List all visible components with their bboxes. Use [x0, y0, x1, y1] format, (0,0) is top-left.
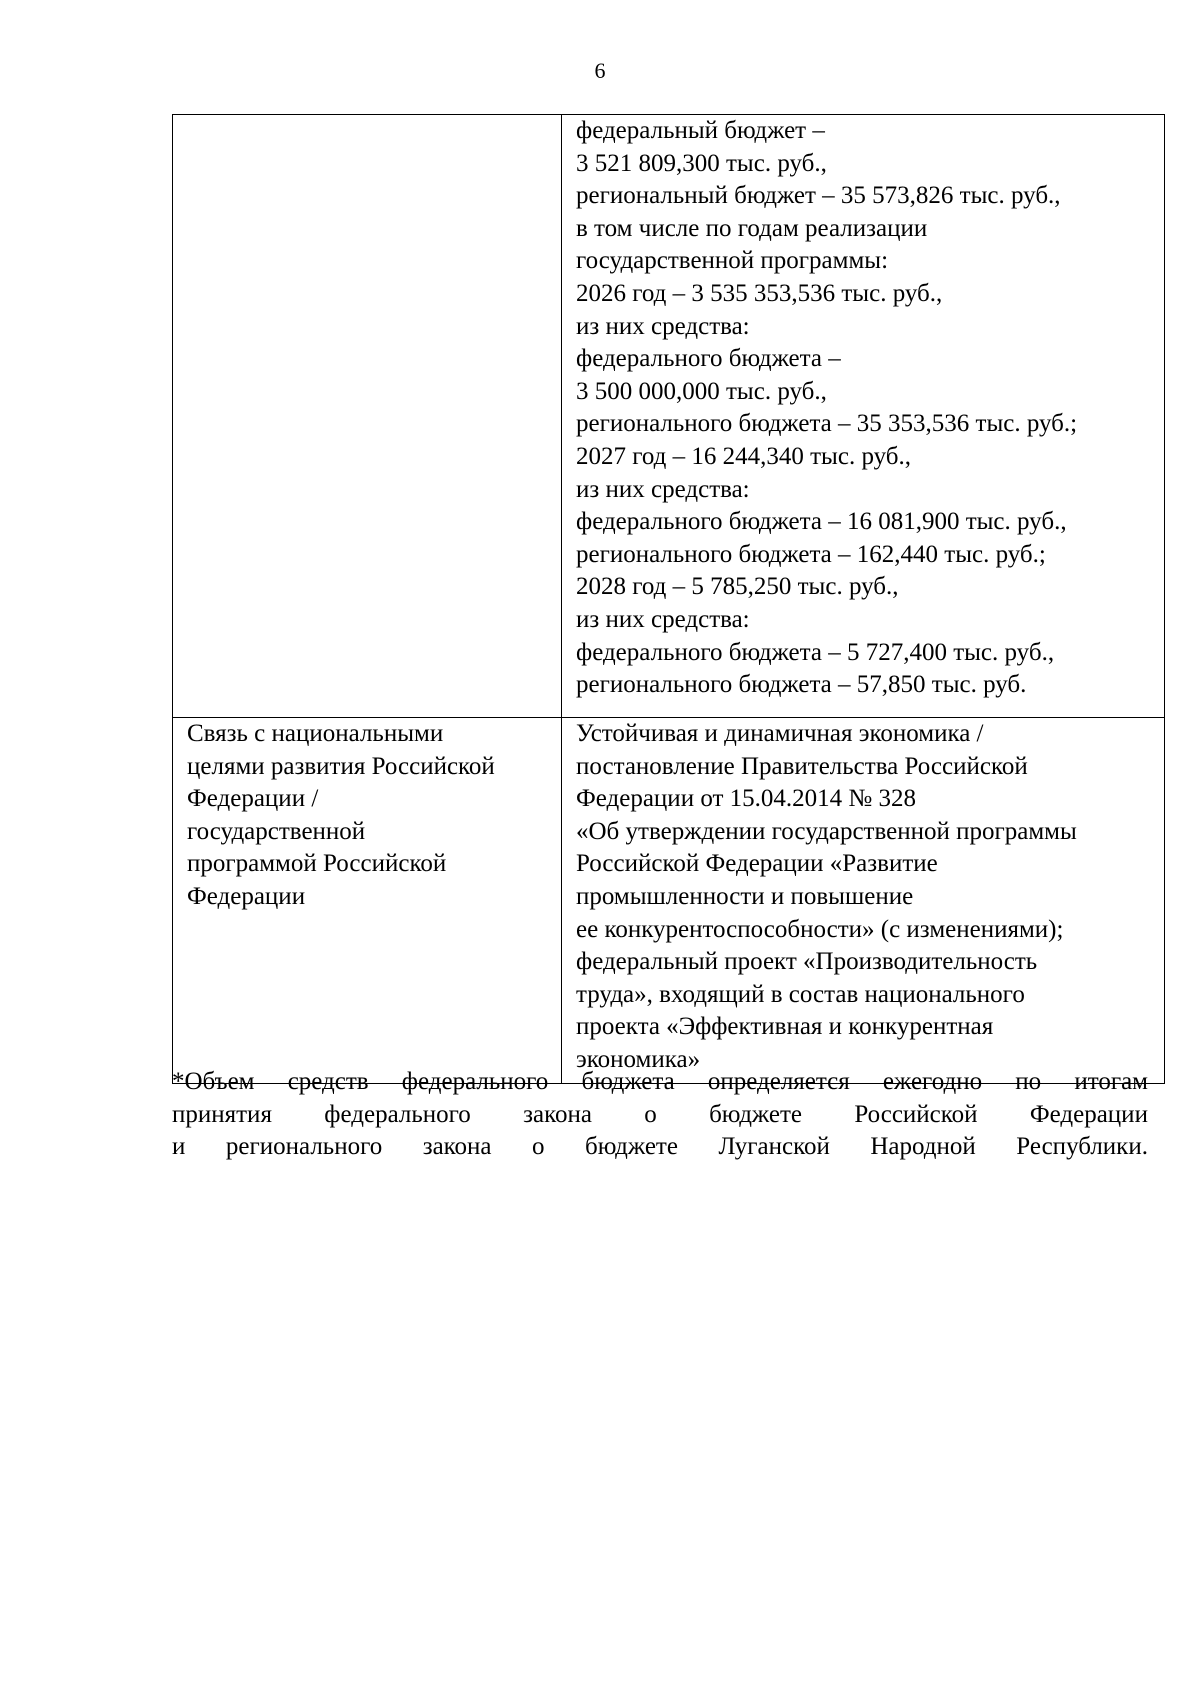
cell-line: федерального бюджета – 16 081,900 тыс. руб., — [576, 508, 1067, 536]
table-row-funding — [173, 115, 1165, 718]
footnote-word: закона — [523, 1100, 592, 1128]
cell-line: Федерации / — [187, 785, 319, 813]
cell-line: 2027 год – 16 244,340 тыс. руб., — [576, 442, 912, 470]
footnote-word: закона — [422, 1133, 492, 1161]
table-cell-label — [173, 115, 562, 718]
cell-line: 3 500 000,000 тыс. руб., — [576, 377, 827, 405]
cell-line: из них средства: — [576, 312, 750, 340]
cell-line: Федерации от 15.04.2014 № 328 — [576, 785, 917, 813]
footnote-word: итогам — [1074, 1068, 1148, 1095]
cell-line: федеральный проект «Производительность — [576, 948, 1038, 976]
cell-line: проекта «Эффективная и конкурентная — [576, 1013, 994, 1041]
footnote-word: средств — [287, 1068, 369, 1095]
footnote-word: *Объем — [172, 1068, 255, 1095]
cell-line: государственной программы: — [576, 247, 889, 275]
cell-line: федерального бюджета – 5 727,400 тыс. руб., — [576, 638, 1055, 666]
footnote-word: бюджете — [709, 1100, 802, 1128]
cell-line: труда», входящий в состав национального — [576, 980, 1025, 1008]
footnote — [172, 1066, 1148, 1164]
cell-line: 2026 год – 3 535 353,536 тыс. руб., — [576, 279, 943, 307]
cell-line: из них средства: — [576, 605, 750, 633]
table-cell-value — [562, 115, 1165, 718]
footnote-word: по — [1015, 1068, 1042, 1095]
footnote-word: Луганской — [718, 1133, 830, 1161]
footnote-word: регионального — [225, 1133, 383, 1161]
footnote-word: федерального — [324, 1100, 471, 1128]
footnote-line — [172, 1131, 1148, 1164]
cell-line: программой Российской — [187, 850, 447, 878]
cell-line: Российской Федерации «Развитие — [576, 850, 938, 878]
cell-line: ее конкурентоспособности» (с изменениями); — [576, 915, 1064, 943]
footnote-word: принятия — [172, 1100, 272, 1128]
footnote-word: Народной — [870, 1133, 976, 1161]
footnote-word: о — [532, 1133, 545, 1161]
footnote-word: определяется — [707, 1068, 850, 1095]
cell-line: Связь с национальными — [187, 720, 444, 747]
cell-line: 2028 год – 5 785,250 тыс. руб., — [576, 573, 899, 601]
table-cell-value — [562, 718, 1165, 1084]
footnote-word: о — [644, 1100, 657, 1128]
cell-line: «Об утверждении государственной программы — [576, 817, 1077, 845]
footnote-word: Российской — [854, 1100, 978, 1128]
cell-line: регионального бюджета – 35 353,536 тыс. руб.; — [576, 410, 1078, 438]
footnote-word: бюджета — [581, 1068, 675, 1095]
footnote-word: федерального — [401, 1068, 549, 1095]
cell-line: целями развития Российской — [187, 752, 495, 780]
footnote-word: ежегодно — [882, 1068, 983, 1095]
cell-line: промышленности и повышение — [576, 882, 914, 910]
footnote-word: Республики. — [1016, 1133, 1148, 1161]
footnote-word: бюджете — [585, 1133, 678, 1161]
cell-line: в том числе по годам реализации — [576, 214, 928, 242]
table-row-national-goals — [173, 718, 1165, 1084]
cell-line: федерального бюджета – — [576, 345, 841, 373]
cell-line: 3 521 809,300 тыс. руб., — [576, 149, 827, 177]
cell-line: экономика» — [576, 1045, 701, 1073]
cell-line: регионального бюджета – 57,850 тыс. руб. — [576, 671, 1027, 699]
cell-line: из них средства: — [576, 475, 750, 503]
cell-line: федеральный бюджет – — [576, 117, 825, 144]
cell-line: постановление Правительства Российской — [576, 752, 1028, 780]
footnote-word: Федерации — [1029, 1100, 1148, 1128]
table-cell-label — [173, 718, 562, 1084]
footnote-line — [172, 1066, 1148, 1099]
cell-line: государственной — [187, 817, 366, 845]
cell-line: региональный бюджет – 35 573,826 тыс. руб., — [576, 182, 1061, 210]
footnote-word: и — [172, 1133, 186, 1161]
footnote-line — [172, 1099, 1148, 1132]
cell-line: Устойчивая и динамичная экономика / — [576, 720, 984, 747]
cell-line: регионального бюджета – 162,440 тыс. руб.; — [576, 540, 1046, 568]
page-number: 6 — [594, 58, 606, 83]
cell-line: Федерации — [187, 882, 306, 910]
passport-table — [172, 114, 1165, 1084]
